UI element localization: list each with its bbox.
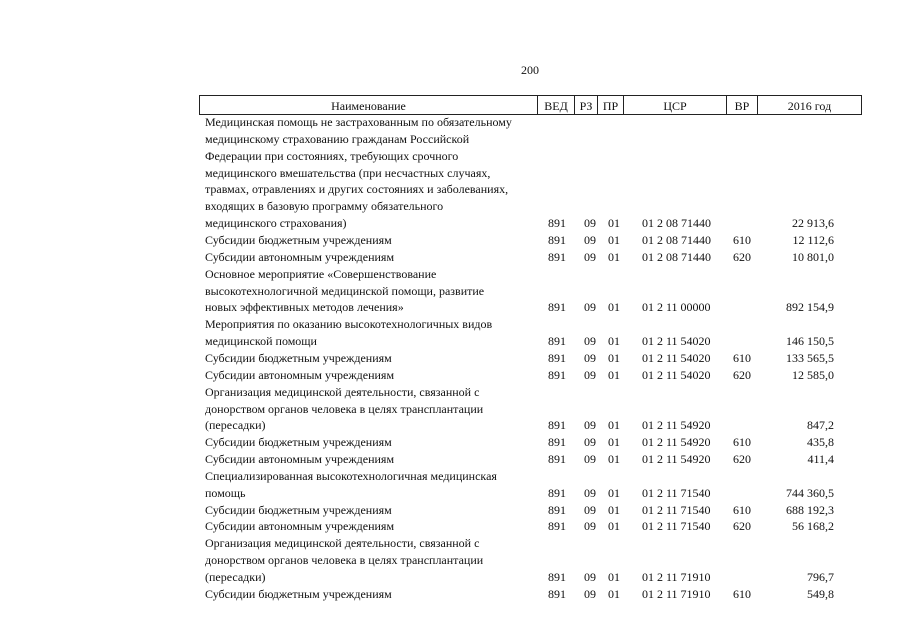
row-csr: 01 2 11 71540 [642,502,711,517]
row-pr [606,165,622,181]
row-ved: 891 [548,418,566,433]
row-name: Специализированная высокотехнологичная медицинская [205,468,497,483]
row-sum: 549,8 [807,586,834,601]
table-row [0,114,905,130]
row-pr: 01 [608,485,620,500]
row-rz [583,316,597,332]
table-row [0,316,905,332]
row-ved [546,468,568,484]
row-vr [728,333,756,349]
row-name: Субсидии автономным учреждениям [205,249,395,264]
row-pr [606,384,622,400]
row-csr [642,552,734,568]
row-name: помощь [205,485,246,500]
row-csr: 01 2 08 71440 [642,233,711,247]
row-pr [606,266,622,282]
row-csr: 01 2 08 71440 [642,216,711,231]
row-name: Субсидии автономным учреждениям [205,519,395,534]
row-csr: 01 2 11 71910 [642,570,711,584]
header-rz: РЗ [574,96,597,114]
table-row [0,468,905,484]
row-ved: 891 [548,485,566,500]
row-csr [642,384,734,400]
table-row [0,417,905,433]
row-pr: 01 [608,570,620,584]
table-row [0,148,905,164]
row-csr: 01 2 11 54920 [642,435,711,450]
row-pr: 01 [608,418,620,433]
table-row [0,165,905,181]
row-pr [606,283,622,299]
row-name: донорством органов человека в целях трансплантации [205,401,484,416]
row-sum: 133 565,5 [786,350,834,365]
row-ved: 891 [548,249,566,264]
row-sum: 892 154,9 [786,300,834,315]
row-csr: 01 2 11 54020 [642,367,711,382]
row-ved: 891 [548,502,566,517]
table-row [0,266,905,282]
row-rz: 09 [584,249,596,264]
header-ved: ВЕД [537,96,574,114]
table-row [0,215,905,231]
row-sum: 847,2 [807,418,834,433]
row-sum: 411,4 [807,452,834,466]
row-vr [728,181,756,197]
table-row [0,198,905,214]
row-sum [760,468,834,484]
row-rz: 09 [584,418,596,433]
row-ved: 891 [548,586,566,601]
row-ved: 891 [548,300,566,315]
row-rz [583,148,597,164]
row-rz: 09 [584,350,596,365]
row-name: медицинского страхования) [205,216,347,231]
row-name: Федерации при состояниях, требующих срочного [205,148,459,163]
row-pr: 01 [608,216,620,231]
row-vr [728,148,756,164]
row-name: Организация медицинской деятельности, связанной с [205,384,480,399]
row-csr [642,535,734,551]
row-pr: 01 [608,435,620,450]
table-row [0,535,905,551]
row-vr: 620 [733,367,751,382]
row-ved [546,384,568,400]
row-ved [546,148,568,164]
row-name: новых эффективных методов лечения» [205,300,404,315]
row-csr: 01 2 11 54020 [642,334,711,349]
row-rz: 09 [584,216,596,231]
row-sum [760,401,834,417]
row-name: Медицинская помощь не застрахованным по обязательному [205,115,512,129]
table-row [0,434,905,450]
row-name: высокотехнологичной медицинской помощи, развитие [205,283,485,298]
row-vr: 610 [733,350,751,365]
row-ved [546,266,568,282]
row-pr [606,401,622,417]
row-pr [606,468,622,484]
row-rz [583,384,597,400]
row-ved: 891 [548,570,566,584]
table-row [0,451,905,467]
row-ved: 891 [548,519,566,534]
row-csr [642,165,734,181]
row-ved: 891 [548,435,566,450]
row-pr [606,114,622,130]
header-csr: ЦСР [623,96,726,114]
row-csr [642,181,734,197]
table-row [0,333,905,349]
row-rz: 09 [584,233,596,247]
row-sum: 22 913,6 [792,216,834,231]
row-sum: 796,7 [807,570,834,584]
row-rz [583,266,597,282]
row-rz: 09 [584,300,596,315]
row-csr: 01 2 11 71540 [642,519,711,534]
table-row [0,181,905,197]
row-vr [728,384,756,400]
row-pr: 01 [608,334,620,349]
row-rz [583,401,597,417]
row-pr [606,535,622,551]
row-pr: 01 [608,350,620,365]
row-ved: 891 [548,233,566,247]
row-csr [642,148,734,164]
row-name: входящих в базовую программу обязательного [205,199,444,214]
table-row [0,586,905,602]
row-vr [728,131,756,147]
row-name: Субсидии бюджетным учреждениям [205,233,392,247]
row-sum [760,131,834,147]
row-pr [606,552,622,568]
row-pr: 01 [608,519,620,534]
row-vr: 610 [733,586,751,601]
row-pr [606,131,622,147]
row-vr [728,165,756,181]
row-pr [606,148,622,164]
row-name: травмах, отравлениях и других состояниях и заболеваниях, [205,182,509,197]
row-ved [546,552,568,568]
row-vr [728,114,756,130]
row-sum: 435,8 [807,435,834,450]
row-pr [606,198,622,214]
row-name: медицинской помощи [205,334,317,349]
row-rz: 09 [584,485,596,500]
row-vr: 610 [733,502,751,517]
row-name: Мероприятия по оказанию высокотехнологичных видов [205,317,493,332]
row-name: (пересадки) [205,418,266,433]
table-row [0,569,905,585]
table-row [0,552,905,568]
row-vr [728,215,756,231]
row-vr: 620 [733,249,751,264]
table-row [0,283,905,299]
row-csr: 01 2 11 54920 [642,452,711,466]
row-csr: 01 2 11 71540 [642,485,711,500]
row-name: донорством органов человека в целях трансплантации [205,553,484,568]
table-row [0,502,905,518]
header-vr: ВР [726,96,757,114]
row-ved [546,165,568,181]
row-sum [760,165,834,181]
row-rz [583,114,597,130]
row-vr: 610 [733,435,751,450]
row-ved [546,283,568,299]
row-vr [728,316,756,332]
table-row [0,485,905,501]
table-row [0,518,905,534]
row-sum [760,552,834,568]
row-rz: 09 [584,519,596,534]
row-name: Организация медицинской деятельности, связанной с [205,536,480,551]
row-vr [728,417,756,433]
row-name: медицинского вмешательства (при несчастных случаях, [205,165,491,180]
row-ved [546,198,568,214]
row-sum [760,266,834,282]
row-pr: 01 [608,233,620,247]
row-vr [728,283,756,299]
row-rz [583,468,597,484]
row-ved [546,401,568,417]
page-number: 200 [521,63,539,77]
row-rz [583,198,597,214]
row-sum [760,535,834,551]
row-name: Субсидии бюджетным учреждениям [205,502,392,517]
table-row [0,299,905,315]
row-vr [728,485,756,501]
row-name: Субсидии бюджетным учреждениям [205,350,392,365]
row-sum: 56 168,2 [792,519,834,534]
row-rz: 09 [584,586,596,601]
row-ved [546,535,568,551]
row-sum [760,181,834,197]
row-sum [760,384,834,400]
row-rz: 09 [584,570,596,584]
row-name: Субсидии автономным учреждениям [205,452,395,466]
row-name: Субсидии бюджетным учреждениям [205,586,392,601]
row-sum [760,283,834,299]
row-sum: 10 801,0 [792,249,834,264]
row-vr: 620 [733,519,751,534]
table-row [0,131,905,147]
row-vr [728,299,756,315]
table-row [0,232,905,248]
row-sum: 744 360,5 [786,485,834,500]
row-pr: 01 [608,452,620,466]
table-row [0,401,905,417]
row-csr [642,198,734,214]
row-csr [642,114,734,130]
row-sum: 146 150,5 [786,334,834,349]
table-row [0,350,905,366]
row-name: Субсидии автономным учреждениям [205,367,395,382]
row-sum [760,316,834,332]
row-pr [606,181,622,197]
row-csr: 01 2 11 71910 [642,586,711,601]
header-name: Наименование [199,96,537,114]
row-vr [728,468,756,484]
row-ved: 891 [548,452,566,466]
row-rz: 09 [584,452,596,466]
row-sum [760,198,834,214]
row-pr: 01 [608,367,620,382]
row-csr [642,131,734,147]
row-ved [546,316,568,332]
row-pr: 01 [608,586,620,601]
row-pr [606,316,622,332]
row-name: Основное мероприятие «Совершенствование [205,266,437,281]
row-sum: 688 192,3 [786,502,834,517]
row-vr [728,569,756,585]
row-csr [642,401,734,417]
row-rz: 09 [584,435,596,450]
row-csr [642,468,734,484]
row-sum [760,114,834,130]
row-ved [546,114,568,130]
row-csr: 01 2 11 00000 [642,300,711,315]
row-ved: 891 [548,216,566,231]
row-csr [642,266,734,282]
row-vr [728,552,756,568]
row-vr: 610 [733,233,751,247]
table-row [0,367,905,383]
row-csr: 01 2 08 71440 [642,249,711,264]
table-header [199,95,862,115]
row-rz [583,131,597,147]
row-rz [583,535,597,551]
row-ved [546,131,568,147]
row-vr [728,266,756,282]
row-csr [642,316,734,332]
row-csr: 01 2 11 54020 [642,350,711,365]
table-row [0,384,905,400]
row-rz [583,283,597,299]
header-year: 2016 год [757,96,862,114]
row-vr [728,198,756,214]
row-sum [760,148,834,164]
row-rz [583,165,597,181]
row-rz [583,181,597,197]
row-rz: 09 [584,334,596,349]
row-sum: 12 112,6 [792,233,834,247]
row-rz [583,552,597,568]
row-csr: 01 2 11 54920 [642,418,711,433]
row-ved: 891 [548,334,566,349]
row-sum: 12 585,0 [792,367,834,382]
header-pr: ПР [597,96,623,114]
table-row [0,249,905,265]
row-name: (пересадки) [205,570,266,584]
row-rz: 09 [584,367,596,382]
row-vr [728,535,756,551]
row-pr: 01 [608,300,620,315]
row-pr: 01 [608,502,620,517]
row-vr: 620 [733,452,751,466]
row-pr: 01 [608,249,620,264]
row-name: Субсидии бюджетным учреждениям [205,435,392,450]
row-csr [642,283,734,299]
row-ved: 891 [548,350,566,365]
row-vr [728,401,756,417]
row-ved: 891 [548,367,566,382]
row-ved [546,181,568,197]
row-rz: 09 [584,502,596,517]
row-name: медицинскому страхованию гражданам Российской [205,131,470,146]
